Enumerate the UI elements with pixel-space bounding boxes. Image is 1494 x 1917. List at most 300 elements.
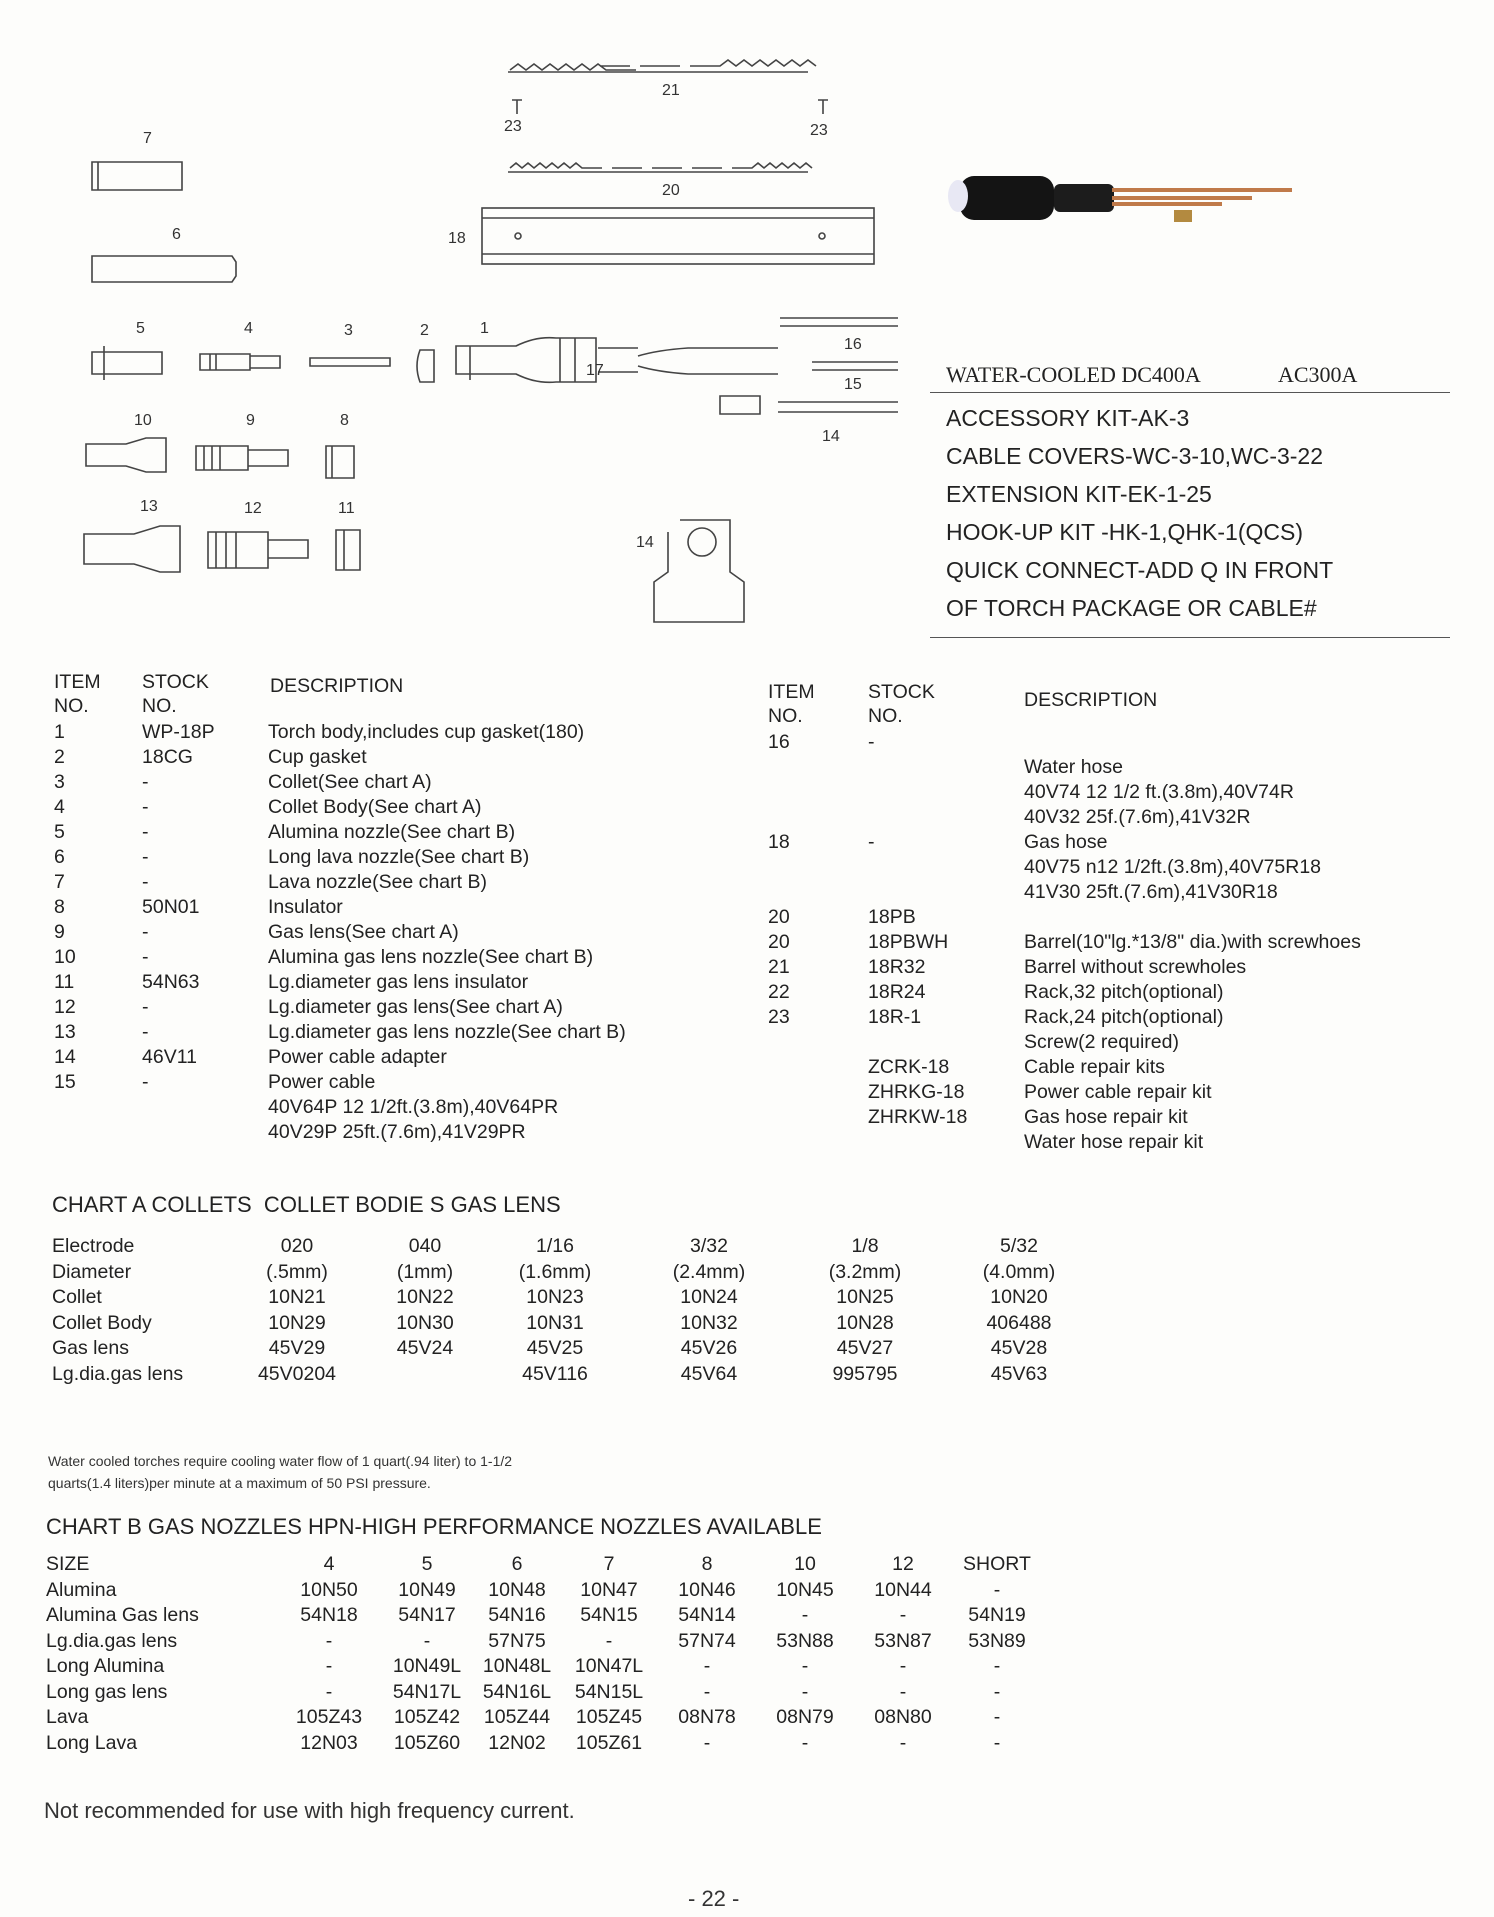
grid-cell: 105Z42	[393, 1706, 461, 1728]
row-label: Lg.dia.gas lens	[46, 1629, 178, 1652]
parts-row	[54, 795, 754, 820]
kit-title	[930, 356, 1450, 393]
grid-cell: -	[899, 1680, 907, 1703]
grid-cell: 54N15L	[574, 1680, 644, 1703]
lg-gas-lens-drawing	[208, 532, 308, 568]
parts-row	[54, 920, 754, 945]
grid-cell: 10N23	[526, 1286, 584, 1308]
grid-cell: 12N02	[488, 1731, 546, 1754]
parts-table-left-body	[54, 720, 754, 1145]
grid-cell: 08N80	[874, 1706, 932, 1728]
cell-item-no: 7	[54, 871, 65, 893]
grid-cell: 10N31	[526, 1311, 584, 1334]
grid-cell: 8	[701, 1553, 713, 1575]
cell-item-no: 18	[768, 831, 790, 853]
parts-table-right-header	[768, 680, 1468, 730]
parts-row	[54, 720, 754, 745]
cell-item-no: 3	[54, 771, 65, 793]
grid-cell: 020	[280, 1235, 314, 1257]
grid-cell: 12N03	[300, 1731, 358, 1754]
grid-cell: 45V63	[990, 1362, 1048, 1385]
parts-row	[768, 730, 1468, 755]
cell-description: 40V74 12 1/2 ft.(3.8m),40V74R	[1024, 781, 1294, 803]
cell-stock-no: 18R32	[868, 956, 926, 978]
kit-line: ACCESSORY KIT-AK-3	[946, 405, 1190, 431]
parts-row	[54, 1045, 754, 1070]
callout-10: 10	[134, 412, 152, 429]
header-stock-no: STOCK NO.	[868, 681, 935, 727]
parts-row	[768, 905, 1468, 930]
cell-item-no: 6	[54, 846, 65, 868]
cell-description: Insulator	[268, 896, 343, 918]
grid-cell: -	[325, 1629, 333, 1652]
parts-row	[768, 1055, 1468, 1080]
parts-row	[768, 1030, 1468, 1055]
cup-gasket-drawing	[417, 350, 434, 382]
cell-description: Lg.diameter gas lens insulator	[268, 971, 529, 993]
kit-line: OF TORCH PACKAGE OR CABLE#	[946, 595, 1317, 621]
cell-item-no: 8	[54, 896, 65, 918]
callout-9: 9	[246, 412, 255, 429]
power-cable-adapter-drawing	[654, 520, 744, 622]
kit-line: QUICK CONNECT-ADD Q IN FRONT	[946, 557, 1334, 583]
cell-item-no: 21	[768, 956, 790, 978]
grid-cell: 57N75	[488, 1629, 546, 1652]
grid-cell: -	[703, 1731, 711, 1754]
grid-cell: 53N89	[968, 1629, 1026, 1652]
parts-table-left	[54, 670, 754, 1145]
grid-cell: 10N25	[836, 1286, 894, 1308]
parts-row	[54, 1120, 754, 1145]
grid-cell: 54N17	[398, 1604, 456, 1626]
rack-32-pitch-drawing	[508, 163, 812, 172]
parts-row	[768, 980, 1468, 1005]
grid-cell: 1/8	[851, 1235, 879, 1257]
lava-nozzle-drawing	[92, 162, 182, 190]
cell-stock-no: 18R24	[868, 981, 926, 1003]
grid-cell: 6	[511, 1553, 523, 1575]
callout-2: 2	[420, 322, 429, 339]
grid-cell: 10N28	[836, 1311, 894, 1334]
grid-cell: 54N18	[300, 1604, 358, 1626]
grid-cell: 10N47	[580, 1578, 638, 1601]
cell-stock-no: -	[868, 831, 875, 853]
cell-description: 40V64P 12 1/2ft.(3.8m),40V64PR	[268, 1096, 559, 1118]
cell-description: Rack,24 pitch(optional)	[1024, 1006, 1224, 1028]
parts-row	[768, 805, 1468, 830]
callout-7: 7	[143, 130, 152, 147]
cell-stock-no: ZHRKG-18	[868, 1081, 965, 1103]
parts-row	[768, 1130, 1468, 1155]
callout-5: 5	[136, 320, 145, 337]
rack-24-pitch-drawing	[508, 60, 816, 72]
grid-cell: 5	[421, 1553, 433, 1575]
callout-12: 12	[244, 500, 262, 517]
callout-15: 14	[822, 428, 840, 445]
grid-cell: 3/32	[690, 1235, 728, 1257]
cell-description: Barrel without screwholes	[1024, 956, 1247, 978]
grid-cell: 45V64	[680, 1362, 738, 1385]
lg-insulator-drawing	[336, 530, 360, 570]
grid-cell: 10N32	[680, 1311, 738, 1334]
row-label: Long Lava	[46, 1731, 138, 1754]
grid-cell: 5/32	[1000, 1235, 1038, 1257]
chart-a-title: CHART A COLLETS COLLET BODIE S GAS LENS	[52, 1192, 561, 1217]
grid-cell: 54N14	[678, 1604, 736, 1626]
callout-16: 15	[844, 376, 862, 393]
grid-cell: 53N87	[874, 1629, 932, 1652]
grid-cell: 53N88	[776, 1629, 834, 1652]
cell-stock-no: 18CG	[142, 746, 193, 768]
grid-cell: -	[993, 1655, 1001, 1677]
water-note-line: quarts(1.4 liters)per minute at a maximum of 50 PSI pressure.	[48, 1475, 431, 1491]
parts-row	[54, 745, 754, 770]
grid-cell: 7	[603, 1553, 615, 1575]
grid-cell: 10N47L	[574, 1655, 644, 1677]
grid-cell: 10N24	[680, 1286, 738, 1308]
grid-cell: 45V27	[836, 1337, 894, 1359]
cell-description: Power cable adapter	[268, 1046, 447, 1068]
parts-row	[768, 755, 1468, 780]
cell-item-no: 13	[54, 1021, 76, 1043]
parts-row	[768, 1080, 1468, 1105]
parts-row	[54, 845, 754, 870]
cell-description: Alumina nozzle(See chart B)	[268, 821, 516, 843]
row-label: Electrode	[52, 1235, 135, 1257]
grid-cell: 45V116	[522, 1362, 588, 1385]
cell-item-no: 14	[54, 1046, 76, 1068]
parts-row	[54, 770, 754, 795]
parts-row	[768, 830, 1468, 855]
grid-cell: 040	[408, 1235, 442, 1257]
insulator-drawing	[326, 446, 354, 478]
cell-item-no: 4	[54, 796, 65, 818]
cell-stock-no: -	[142, 821, 149, 843]
grid-cell: -	[993, 1680, 1001, 1703]
cell-item-no: 10	[54, 946, 76, 968]
parts-row	[54, 970, 754, 995]
cell-stock-no: -	[142, 921, 149, 943]
cell-item-no: 20	[768, 906, 790, 928]
cell-stock-no: ZHRKW-18	[868, 1106, 968, 1128]
parts-table-right-body	[768, 730, 1468, 1155]
cell-stock-no: WP-18P	[142, 721, 215, 743]
grid-cell: 12	[892, 1553, 914, 1575]
parts-row	[54, 870, 754, 895]
cell-description: Gas hose	[1024, 831, 1108, 853]
header-item-no: ITEM NO.	[768, 681, 815, 727]
callout-11: 11	[338, 500, 355, 517]
grid-cell: -	[423, 1629, 431, 1652]
cell-description: Power cable repair kit	[1024, 1081, 1212, 1103]
grid-cell: 54N17L	[392, 1680, 462, 1703]
cell-description: 40V75 n12 1/2ft.(3.8m),40V75R18	[1024, 856, 1322, 878]
cell-description: Rack,32 pitch(optional)	[1024, 981, 1224, 1003]
grid-cell: 105Z61	[575, 1731, 643, 1754]
grid-cell: (1.6mm)	[518, 1260, 592, 1283]
grid-cell: 54N16L	[482, 1680, 552, 1703]
cell-stock-no: -	[142, 996, 149, 1018]
grid-cell: -	[703, 1655, 711, 1677]
callout-17: 17	[586, 362, 604, 379]
grid-cell: 10N48L	[482, 1655, 552, 1677]
cell-description: Torch body,includes cup gasket(180)	[268, 721, 585, 743]
cell-item-no: 20	[768, 931, 790, 953]
grid-cell: (.5mm)	[266, 1260, 328, 1283]
cell-description: 40V29P 25ft.(7.6m),41V29PR	[268, 1121, 526, 1143]
cell-stock-no: -	[142, 846, 149, 868]
row-label: Diameter	[52, 1260, 132, 1283]
row-label: Alumina	[46, 1578, 117, 1601]
cell-stock-no: 18R-1	[868, 1006, 922, 1028]
parts-row	[54, 820, 754, 845]
kit-line: EXTENSION KIT-EK-1-25	[946, 481, 1212, 507]
grid-cell: 10N48	[488, 1578, 546, 1601]
header-description: DESCRIPTION	[1024, 689, 1158, 711]
cell-item-no: 15	[54, 1071, 76, 1093]
parts-row	[54, 895, 754, 920]
grid-cell: 54N16	[488, 1604, 546, 1626]
grid-cell: 10	[794, 1553, 816, 1575]
cell-item-no: 16	[768, 731, 790, 753]
row-label: Lava	[46, 1706, 89, 1728]
parts-row	[768, 1005, 1468, 1030]
grid-cell: 08N79	[776, 1706, 834, 1728]
cell-stock-no: -	[142, 946, 149, 968]
header-description: DESCRIPTION	[270, 675, 404, 697]
row-label: Alumina Gas lens	[46, 1604, 199, 1626]
grid-cell: 54N19	[968, 1604, 1026, 1626]
grid-cell: 995795	[832, 1362, 898, 1385]
cell-description: Alumina gas lens nozzle(See chart B)	[268, 946, 594, 968]
grid-cell: 45V25	[526, 1337, 584, 1359]
grid-cell: -	[703, 1680, 711, 1703]
chart-a-grid	[52, 1234, 1152, 1394]
cell-item-no: 11	[54, 971, 75, 993]
kit-line: HOOK-UP KIT -HK-1,QHK-1(QCS)	[946, 519, 1303, 545]
grid-cell: 54N15	[580, 1604, 638, 1626]
cell-description: Gas hose repair kit	[1024, 1106, 1188, 1128]
grid-cell: 105Z43	[295, 1706, 363, 1728]
kit-line: CABLE COVERS-WC-3-10,WC-3-22	[946, 443, 1324, 469]
cell-description: Cable repair kits	[1024, 1056, 1165, 1078]
grid-cell: SHORT	[963, 1553, 1031, 1575]
alumina-nozzle-drawing	[92, 346, 162, 380]
parts-table-right	[768, 680, 1468, 1155]
callout-14: 14	[636, 534, 654, 551]
cell-description: Screw(2 required)	[1024, 1031, 1179, 1053]
callout-23-left: 23	[504, 118, 522, 135]
grid-cell: -	[801, 1680, 809, 1703]
cell-description: Lava nozzle(See chart B)	[268, 871, 487, 893]
cell-description: Power cable	[268, 1071, 376, 1093]
cell-description: Water hose repair kit	[1024, 1131, 1204, 1153]
callout-20: 18	[448, 230, 466, 247]
row-label: Gas lens	[52, 1337, 129, 1359]
grid-cell: 10N45	[776, 1578, 834, 1601]
parts-row	[768, 1105, 1468, 1130]
grid-cell: -	[801, 1604, 809, 1626]
cell-item-no: 12	[54, 996, 76, 1018]
parts-row	[768, 780, 1468, 805]
cell-item-no: 9	[54, 921, 65, 943]
grid-cell: 10N21	[268, 1286, 326, 1308]
cell-stock-no: -	[142, 771, 149, 793]
water-note-line: Water cooled torches require cooling water flow of 1 quart(.94 liter) to 1-1/2	[48, 1453, 513, 1469]
cell-stock-no: -	[868, 731, 875, 753]
cell-description: Gas lens(See chart A)	[268, 921, 459, 943]
header-item-no: ITEM NO.	[54, 671, 101, 717]
grid-cell: 105Z44	[483, 1706, 551, 1728]
grid-cell: -	[801, 1655, 809, 1677]
row-label: Long Alumina	[46, 1655, 165, 1677]
grid-cell: 10N50	[300, 1578, 358, 1601]
kit-title-right: AC300A	[1278, 362, 1358, 387]
grid-cell: 10N30	[396, 1311, 454, 1334]
grid-cell: 1/16	[536, 1235, 574, 1257]
grid-cell: 10N44	[874, 1578, 932, 1601]
chart-b-grid	[46, 1552, 1146, 1772]
lg-gas-lens-nozzle-drawing	[84, 526, 180, 572]
callout-6: 6	[172, 226, 181, 243]
cell-description: Lg.diameter gas lens nozzle(See chart B)	[268, 1021, 626, 1043]
grid-cell: 10N22	[396, 1286, 454, 1308]
grid-cell: 45V28	[990, 1337, 1048, 1359]
grid-cell: 10N29	[268, 1311, 326, 1334]
callout-13: 13	[140, 498, 158, 515]
grid-cell: -	[325, 1680, 333, 1703]
long-lava-nozzle-drawing	[92, 256, 236, 282]
grid-cell: 10N46	[678, 1578, 736, 1601]
grid-cell: 105Z45	[575, 1706, 643, 1728]
grid-cell: -	[993, 1578, 1001, 1601]
grid-cell: -	[993, 1731, 1001, 1754]
cell-stock-no: ZCRK-18	[868, 1056, 950, 1078]
parts-row	[54, 1020, 754, 1045]
callout-1: 1	[480, 320, 489, 337]
cell-description: Cup gasket	[268, 746, 367, 768]
grid-cell: 406488	[986, 1311, 1052, 1334]
parts-row	[768, 955, 1468, 980]
cell-stock-no: -	[142, 1021, 149, 1043]
cell-description: Barrel(10"lg.*13/8" dia.)with screwhoes	[1024, 931, 1361, 953]
callout-3: 3	[344, 322, 353, 339]
callout-4: 4	[244, 320, 253, 337]
row-label: Collet	[52, 1286, 102, 1308]
grid-cell: -	[993, 1706, 1001, 1728]
parts-row	[54, 995, 754, 1020]
row-label: SIZE	[46, 1553, 90, 1575]
footer-note: Not recommended for use with high frequency current.	[44, 1798, 575, 1823]
gas-lens-drawing	[196, 446, 288, 470]
cell-stock-no: -	[142, 1071, 149, 1093]
cell-item-no: 2	[54, 746, 65, 768]
row-label: Collet Body	[52, 1311, 152, 1334]
grid-cell: -	[899, 1604, 907, 1626]
kit-title-left: WATER-COOLED DC400A	[946, 362, 1201, 387]
grid-cell: 10N20	[990, 1286, 1048, 1308]
cell-description: Long lava nozzle(See chart B)	[268, 846, 530, 868]
cell-item-no: 22	[768, 981, 790, 1003]
cell-stock-no: -	[142, 796, 149, 818]
cell-description: Collet Body(See chart A)	[268, 796, 482, 818]
screw-left-drawing	[512, 100, 522, 114]
header-stock-no: STOCK NO.	[142, 671, 209, 717]
grid-cell: -	[325, 1655, 333, 1677]
cell-item-no: 23	[768, 1006, 790, 1028]
callout-23-right: 23	[810, 122, 828, 139]
cell-stock-no: 18PBWH	[868, 931, 949, 953]
cell-stock-no: -	[142, 871, 149, 893]
cell-stock-no: 46V11	[142, 1046, 197, 1068]
kit-box	[930, 356, 1450, 638]
parts-row	[768, 880, 1468, 905]
cell-description: Water hose	[1024, 756, 1123, 778]
grid-cell: 4	[323, 1553, 335, 1575]
row-label: Lg.dia.gas lens	[52, 1362, 184, 1385]
kit-list	[930, 393, 1450, 638]
cell-stock-no: 54N63	[142, 971, 200, 993]
cell-item-no: 1	[54, 721, 65, 743]
grid-cell: -	[899, 1655, 907, 1677]
parts-row	[54, 945, 754, 970]
grid-cell: (2.4mm)	[672, 1260, 746, 1283]
torch-photo	[948, 176, 1292, 222]
cell-stock-no: 18PB	[868, 906, 916, 928]
grid-cell: (1mm)	[396, 1260, 454, 1283]
cell-stock-no: 50N01	[142, 896, 200, 918]
water-flow-note	[48, 1450, 512, 1494]
collet-body-drawing	[200, 354, 280, 370]
callout-18: 16	[844, 336, 862, 353]
callout-8: 8	[340, 412, 349, 429]
alumina-gas-lens-nozzle-drawing	[86, 438, 166, 472]
row-label: Long gas lens	[46, 1680, 168, 1703]
callout-22: 21	[662, 82, 680, 99]
grid-cell: 45V0204	[257, 1362, 337, 1385]
grid-cell: 45V26	[680, 1337, 738, 1359]
grid-cell: 45V24	[396, 1337, 454, 1359]
cell-description: Lg.diameter gas lens(See chart A)	[268, 996, 563, 1018]
callout-21: 20	[662, 182, 680, 199]
page-number: - 22 -	[688, 1886, 740, 1911]
parts-row	[54, 1070, 754, 1095]
grid-cell: 105Z60	[393, 1731, 461, 1754]
grid-cell: 08N78	[678, 1706, 736, 1728]
collet-drawing	[310, 358, 390, 366]
torch-body-drawing	[456, 338, 638, 383]
grid-cell: 10N49	[398, 1578, 456, 1601]
grid-cell: -	[899, 1731, 907, 1754]
grid-cell: (3.2mm)	[828, 1260, 902, 1283]
grid-cell: 10N49L	[392, 1655, 462, 1677]
grid-cell: 45V29	[268, 1337, 326, 1359]
parts-row	[54, 1095, 754, 1120]
cell-description: 41V30 25ft.(7.6m),41V30R18	[1024, 881, 1278, 903]
grid-cell: 57N74	[678, 1629, 736, 1652]
screw-right-drawing	[818, 100, 828, 114]
parts-row	[768, 930, 1468, 955]
power-cable-drawing	[720, 396, 760, 414]
grid-cell: -	[605, 1629, 613, 1652]
cell-description: 40V32 25f.(7.6m),41V32R	[1024, 806, 1251, 828]
barrel-drawing	[482, 208, 874, 264]
chart-b-title: CHART B GAS NOZZLES HPN-HIGH PERFORMANCE NOZZLES AVAILABLE	[46, 1514, 822, 1539]
parts-table-left-header	[54, 670, 754, 720]
grid-cell: -	[801, 1731, 809, 1754]
cell-description: Collet(See chart A)	[268, 771, 432, 793]
parts-row	[768, 855, 1468, 880]
